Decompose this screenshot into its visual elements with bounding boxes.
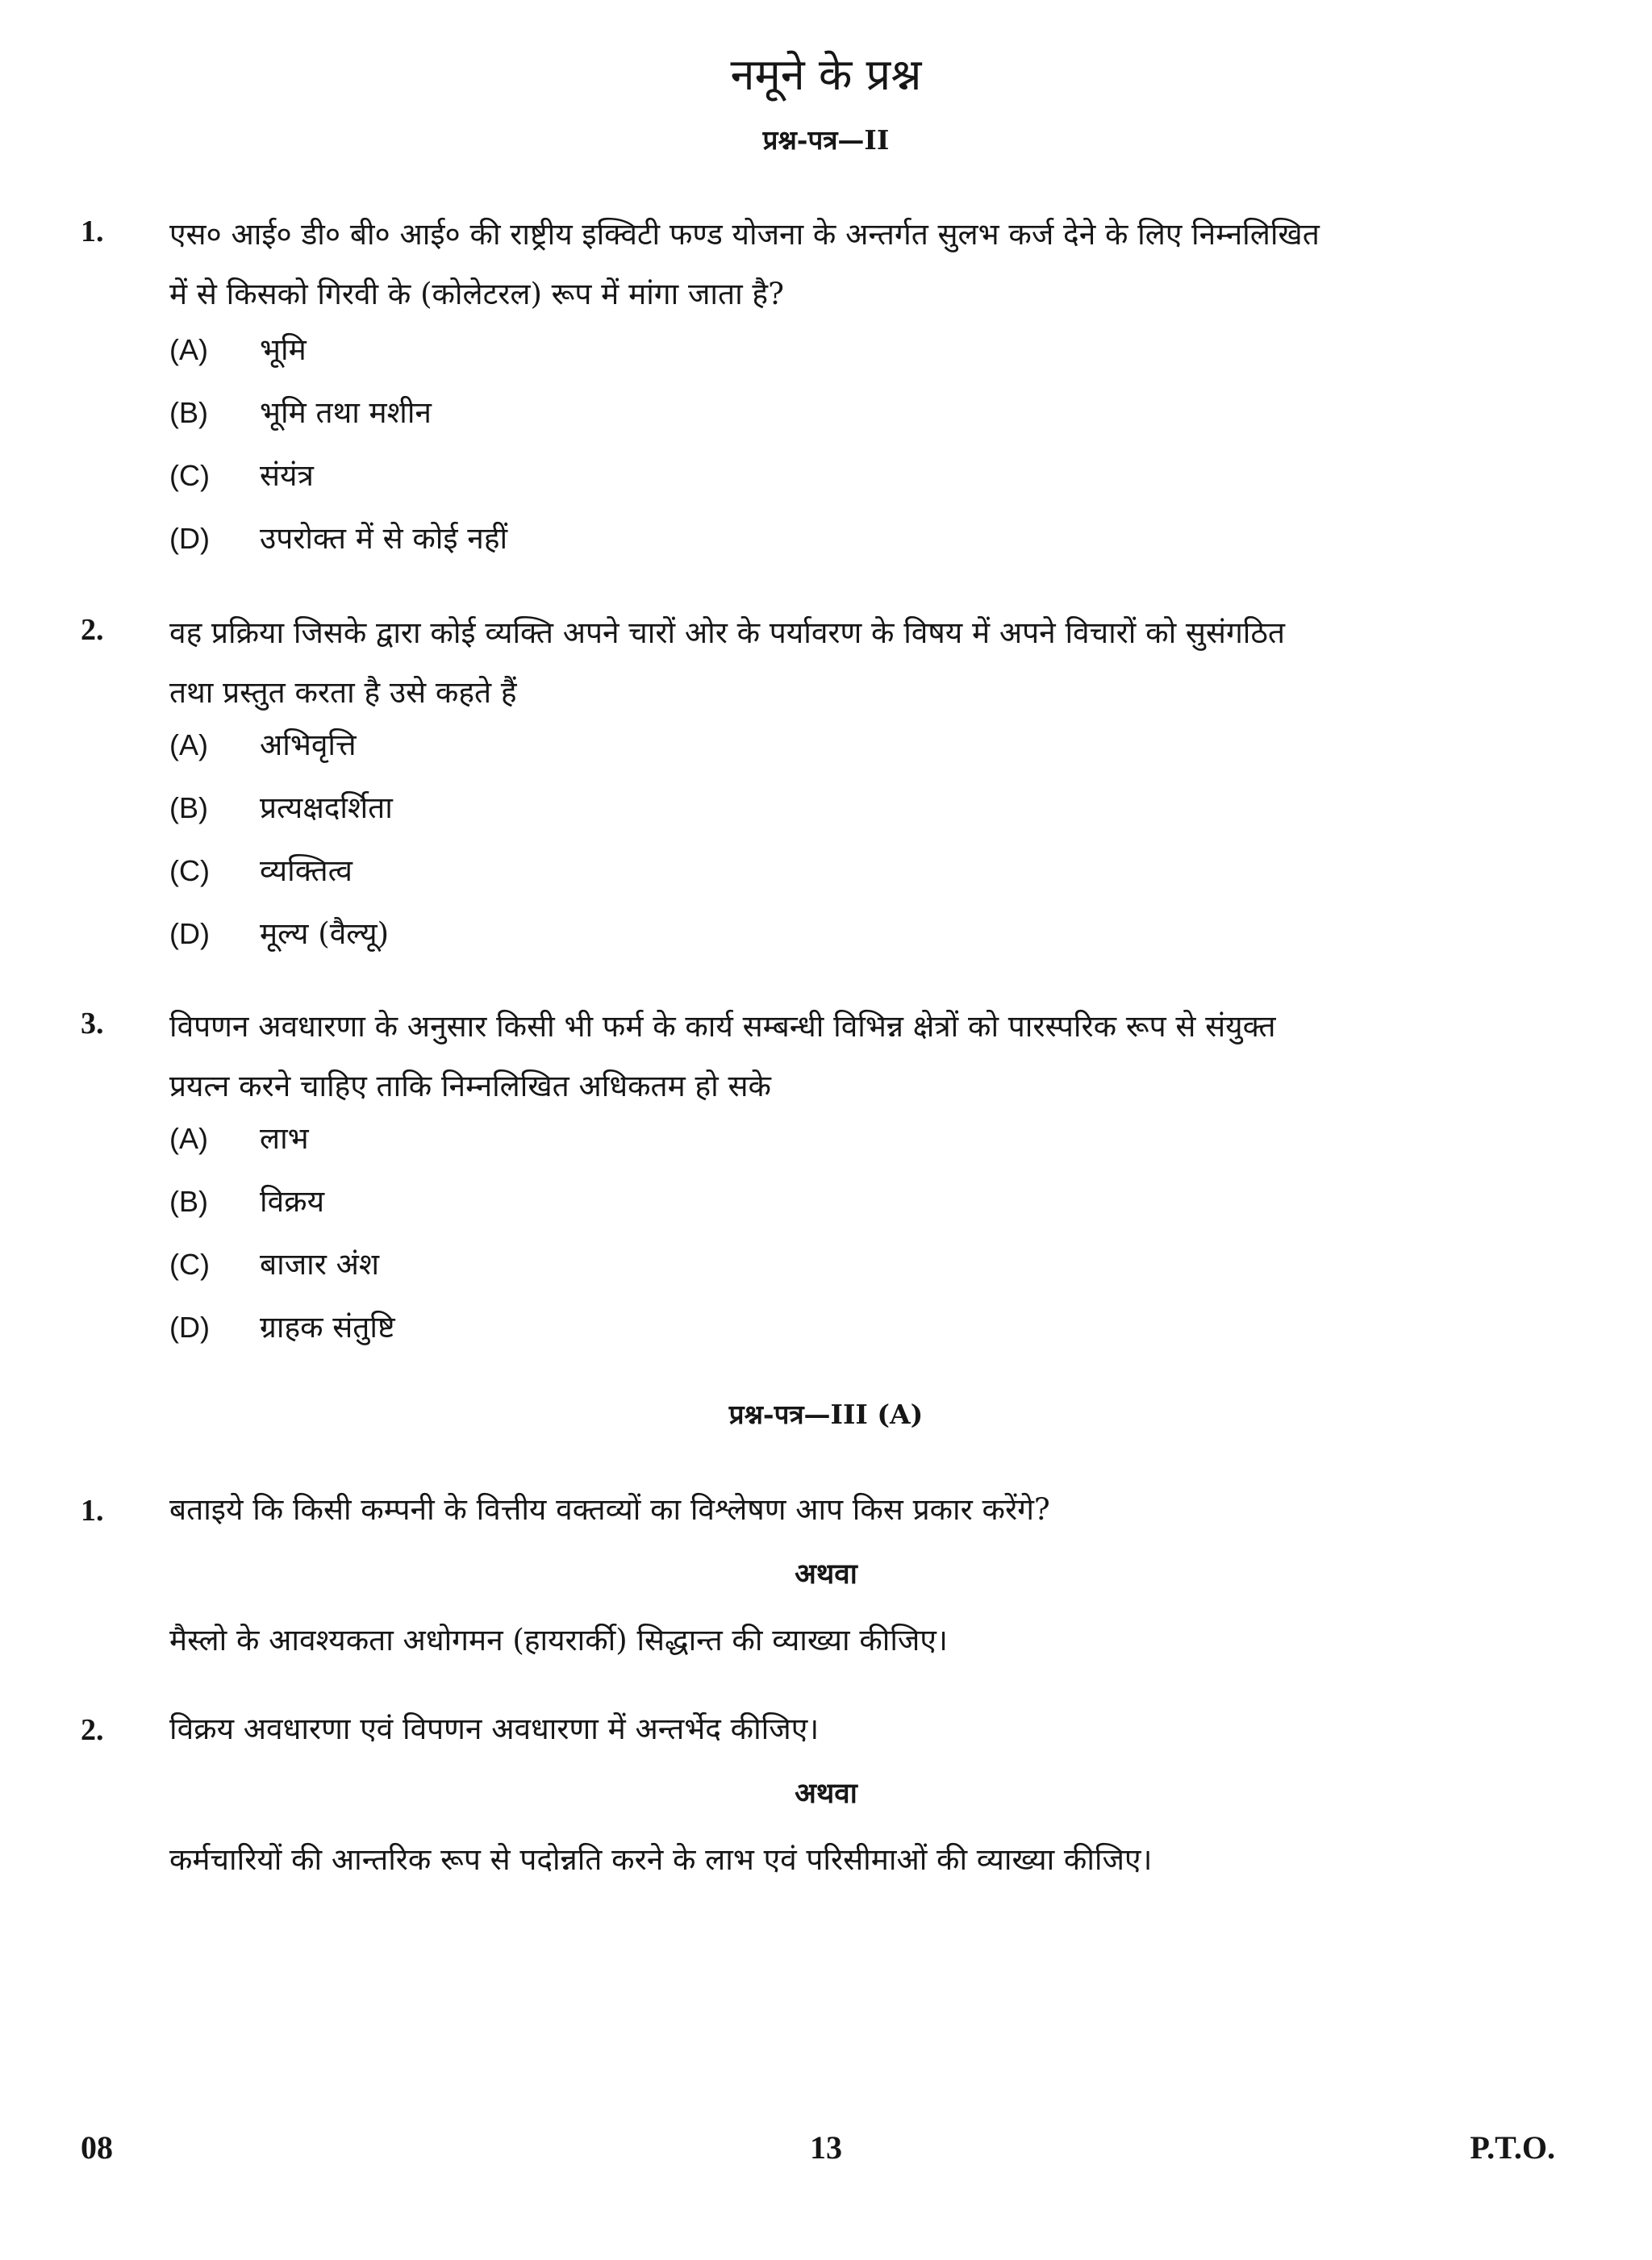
- option-label: (B): [169, 791, 208, 824]
- option-label: (C): [169, 854, 210, 887]
- option-text: मूल्य (वैल्यू): [260, 916, 390, 951]
- option: [169, 850, 1460, 892]
- option-label: (B): [169, 396, 208, 429]
- option-label: (C): [169, 459, 210, 492]
- paper-code: 08: [81, 2129, 113, 2166]
- option-text: ग्राहक संतुष्टि: [260, 1310, 395, 1345]
- option-label: (D): [169, 1311, 210, 1344]
- option-text: लाभ: [260, 1121, 309, 1156]
- option: [169, 913, 1460, 955]
- or-separator: अथवा: [795, 1557, 857, 1591]
- option-label: (A): [169, 728, 208, 761]
- option: [169, 329, 1460, 371]
- question-text: विपणन अवधारणा के अनुसार किसी भी फर्म के कार्य सम्बन्धी विभिन्न क्षेत्रों को पारस्परिक रूप से संयुक्त प्रयत्न करने चाहिए ताकि निम्नलिखित अधिकतम हो सके: [169, 1009, 1276, 1103]
- option-text: भूमि: [260, 332, 307, 367]
- option-text: बाजार अंश: [260, 1247, 380, 1282]
- option-label: (A): [169, 1122, 208, 1155]
- option-label: (B): [169, 1185, 208, 1218]
- or-separator: अथवा: [795, 1777, 857, 1810]
- question-text: बताइये कि किसी कम्पनी के वित्तीय वक्तव्यों का विश्लेषण आप किस प्रकार करेंगे?: [169, 1492, 1050, 1527]
- question-text: एस० आई० डी० बी० आई० की राष्ट्रीय इक्विटी फण्ड योजना के अन्तर्गत सुलभ कर्ज देने के लिए निम्नलिखित में से किसको गिरवी के (कोलेटरल) रूप में मांगा जाता है?: [169, 217, 1320, 311]
- paper-2-heading: प्रश्न-पत्र—II: [762, 124, 890, 156]
- option-text: व्यक्तित्व: [260, 853, 353, 888]
- option-text: प्रत्यक्षदर्शिता: [260, 790, 393, 825]
- option: [169, 1118, 1460, 1160]
- option: [169, 455, 1460, 497]
- option: [169, 1307, 1460, 1349]
- page-number: 13: [810, 2129, 842, 2166]
- alternate-question-text: कर्मचारियों की आन्तरिक रूप से पदोन्नति करने के लाभ एवं परिसीमाओं की व्याख्या कीजिए।: [169, 1842, 1153, 1877]
- option-text: उपरोक्त में से कोई नहीं: [260, 521, 508, 556]
- question-text: वह प्रक्रिया जिसके द्वारा कोई व्यक्ति अपने चारों ओर के पर्यावरण के विषय में अपने विचारों को सुसंगठित तथा प्रस्तुत करता है उसे कहते हैं: [169, 615, 1285, 710]
- question-number: 2.: [81, 1713, 104, 1747]
- option-text: विक्रय: [260, 1184, 325, 1219]
- option-label: (A): [169, 333, 208, 366]
- option: [169, 787, 1460, 829]
- paper-3a-heading: प्रश्न-पत्र—III (A): [728, 1399, 924, 1430]
- option-text: संयंत्र: [260, 458, 314, 493]
- option-label: (D): [169, 917, 210, 950]
- option-label: (D): [169, 522, 210, 555]
- page-title: नमूने के प्रश्न: [730, 49, 922, 100]
- option: [169, 518, 1460, 560]
- question-number: 2.: [81, 613, 104, 647]
- question-text: विक्रय अवधारणा एवं विपणन अवधारणा में अन्तर्भेद कीजिए।: [169, 1712, 820, 1746]
- option-text: अभिवृत्ति: [260, 728, 357, 762]
- option-text: भूमि तथा मशीन: [260, 395, 432, 430]
- question-number: 1.: [81, 215, 104, 248]
- option: [169, 724, 1460, 766]
- alternate-question-text: मैस्लो के आवश्यकता अधोगमन (हायरार्की) सिद्धान्त की व्याख्या कीजिए।: [169, 1623, 948, 1657]
- option: [169, 1181, 1460, 1223]
- option: [169, 392, 1460, 434]
- option-label: (C): [169, 1248, 210, 1281]
- question-number: 1.: [81, 1494, 104, 1528]
- pto-label: P.T.O.: [1470, 2129, 1555, 2166]
- question-number: 3.: [81, 1007, 104, 1040]
- option: [169, 1244, 1460, 1286]
